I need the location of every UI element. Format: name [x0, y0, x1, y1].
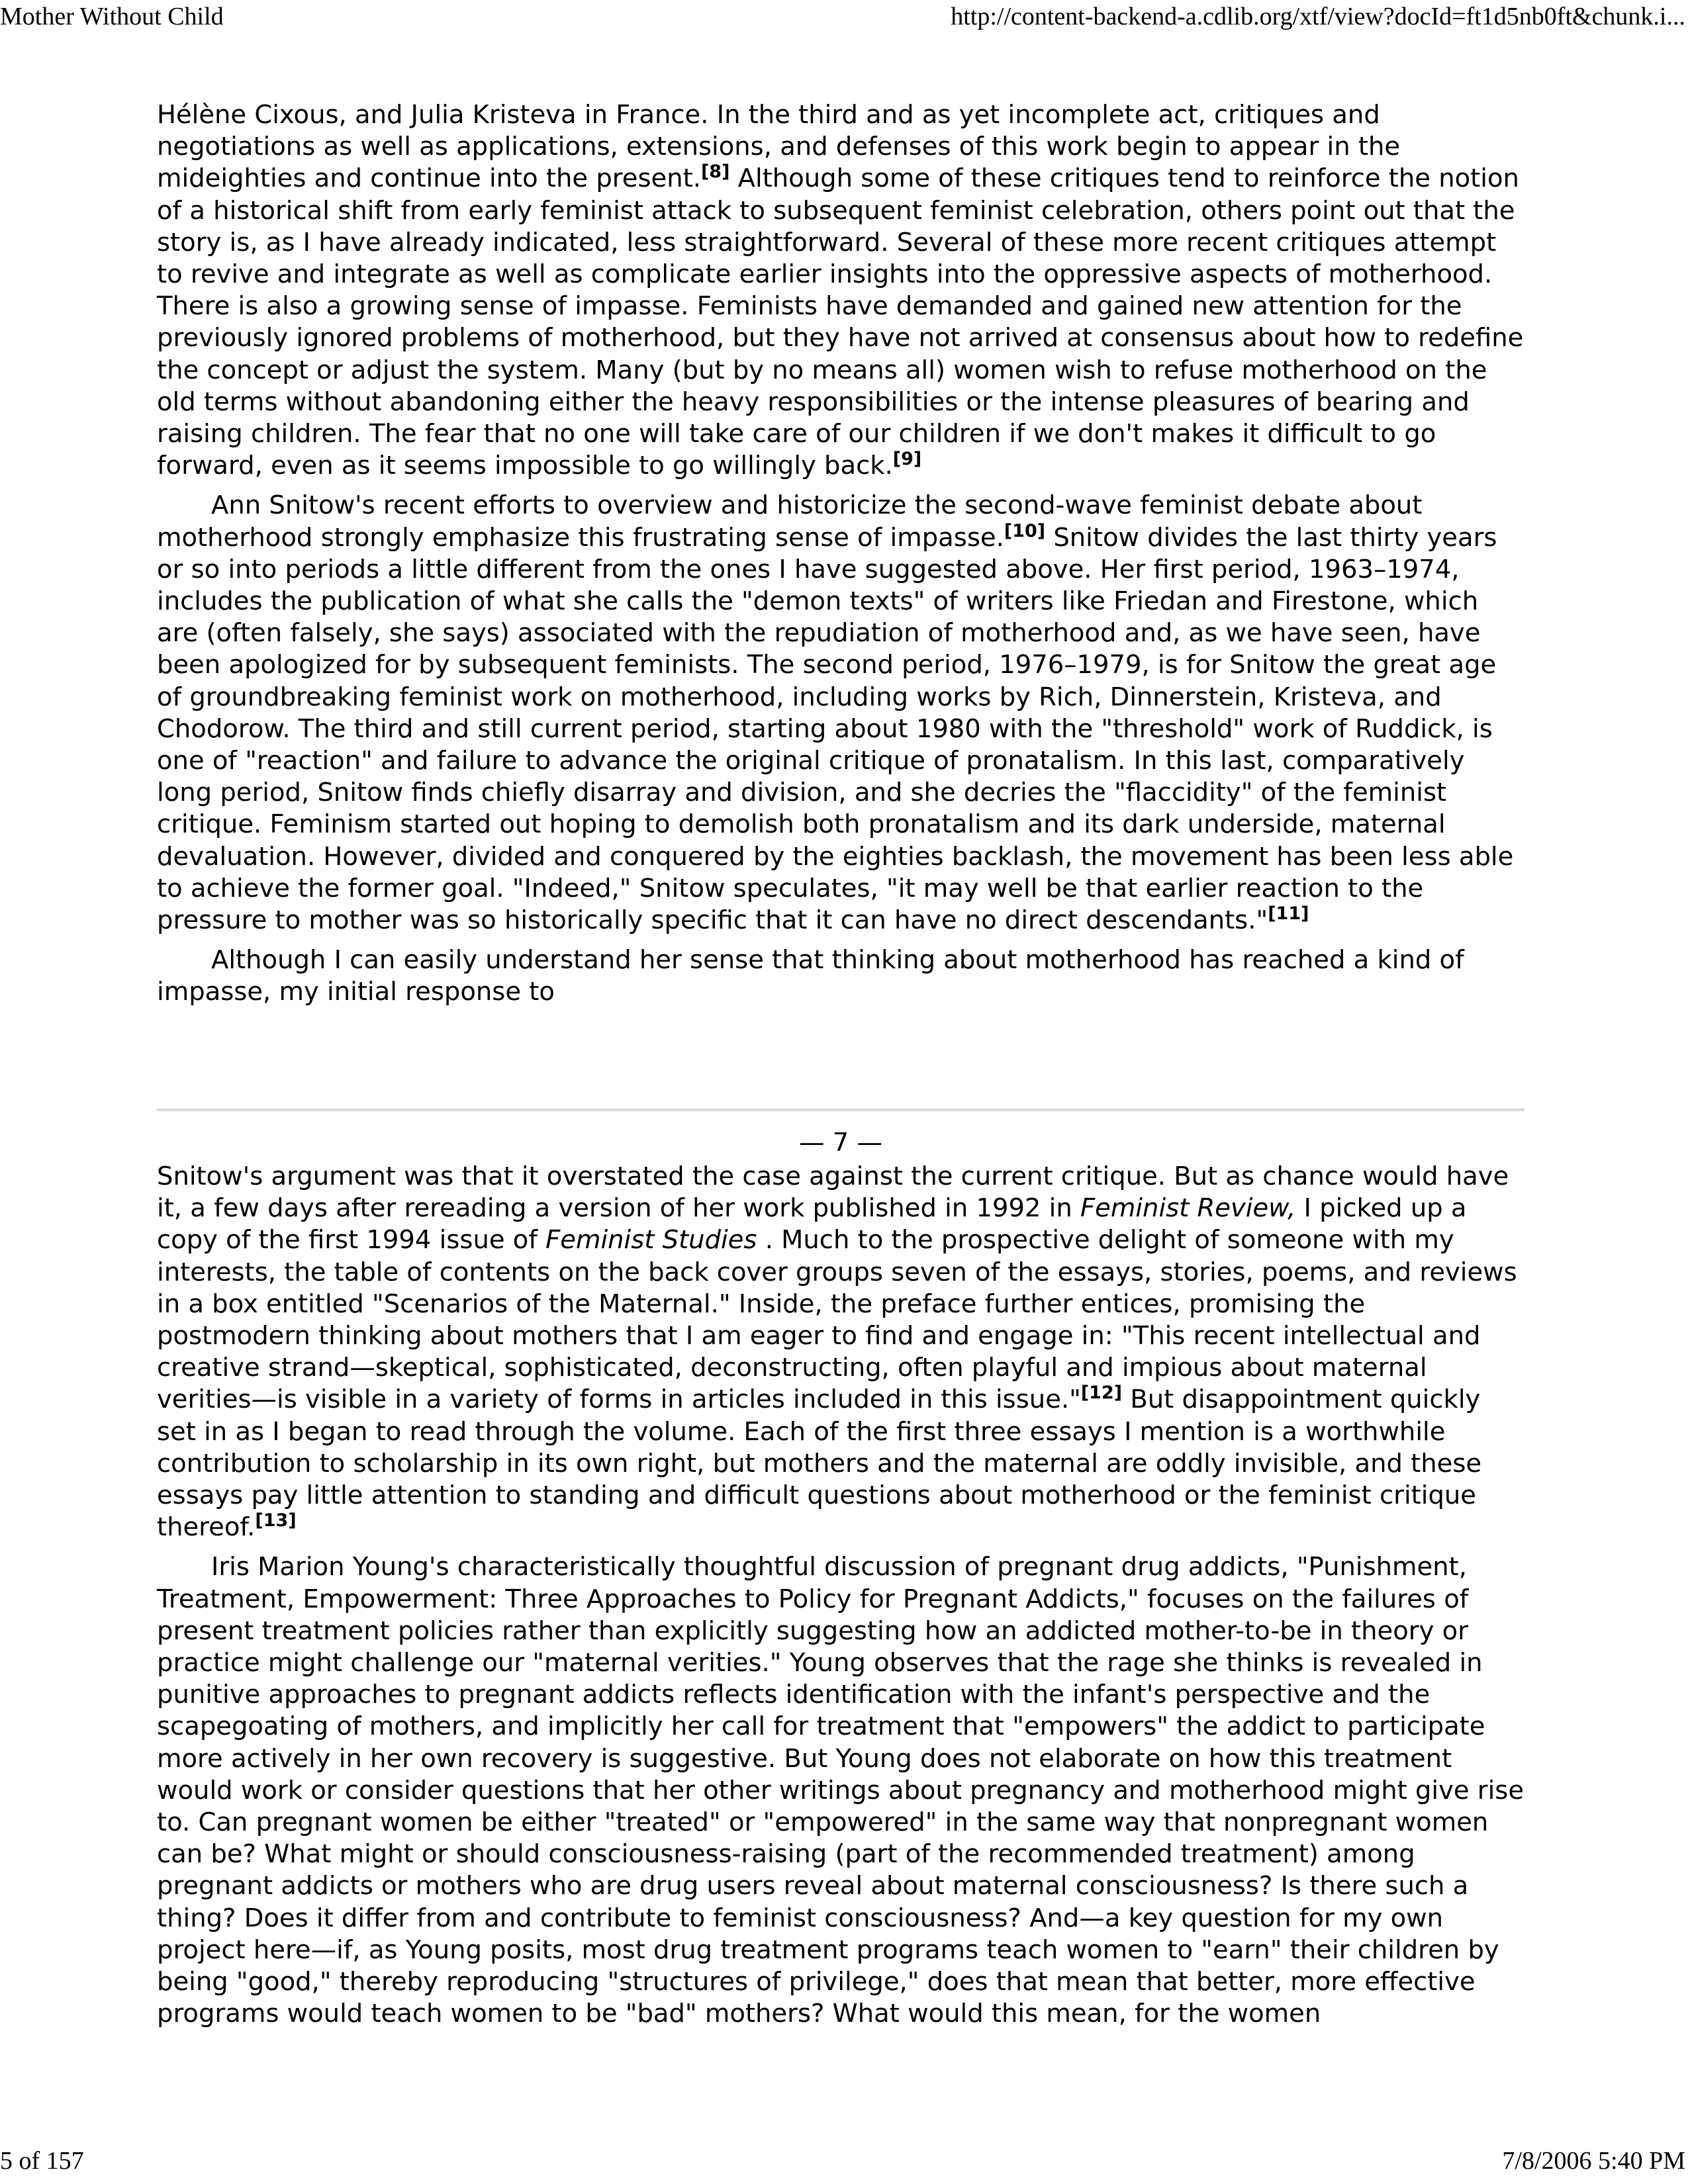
footnote-link[interactable]: [9]	[892, 449, 922, 470]
page-marker: — 7 —	[799, 1128, 882, 1158]
browser-print-title: Mother Without Child	[0, 3, 224, 30]
footnote-link[interactable]: [11]	[1268, 903, 1309, 925]
journal-title: Feminist Studies	[545, 1225, 757, 1255]
browser-print-url: http://content-backend-a.cdlib.org/xtf/view?docId=ft1d5nb0ft&chunk.i...	[951, 3, 1685, 30]
paragraph: Iris Marion Young's characteristically thoughtful discussion of pregnant drug addicts, "Punishment, Treatment, Empowerment: Three Approaches to Policy for Pregnant Addicts," focuses on the failures of present treatment policies rather than explicitly suggesting how an addicted mother-to-be in theory or practice might challenge our "maternal verities." Young observes that the rage she thinks is revealed in punitive approaches to pregnant addicts reflects identification with the infant's perspective and the scapegoating of mothers, and implicitly her call for treatment that "empowers" the addict to participate more actively in her own recovery is suggestive. But Young does not elaborate on how this treatment would work or consider questions that her other writings about pregnancy and motherhood might give rise to. Can pregnant women be either "treated" or "empowered" in the same way that nonpregnant women can be? What might or should consciousness-raising (part of the recommended treatment) among pregnant addicts or mothers who are drug users reveal about maternal consciousness? Is there such a thing? Does it differ from and contribute to feminist consciousness? And—a key question for my own project here—if, as Young posits, most drug treatment programs teach women to "earn" their children by being "good," thereby reproducing "structures of privilege," does that mean that better, more effective programs would teach women to be "bad" mothers? What would this mean, for the women	[157, 1552, 1524, 2029]
footnote-link[interactable]: [8]	[700, 161, 730, 183]
page-divider	[157, 1109, 1524, 1112]
footnote-link[interactable]: [12]	[1080, 1383, 1123, 1404]
print-datetime: 7/8/2006 5:40 PM	[1502, 2147, 1685, 2175]
paragraph: Ann Snitow's recent efforts to overview and historicize the second-wave feminist debate about motherhood strongly emphasize this frustrating sense of impasse.[10] Snitow divides the last thirty years or so into periods a little different from the ones I have suggested above. Her first period, 1963–1974, includes the publication of what she calls the "demon texts" of writers like Friedan and Firestone, which are (often falsely, she says) associated with the repudiation of motherhood and, as we have seen, have been apologized for by subsequent feminists. The second period, 1976–1979, is for Snitow the great age of groundbreaking feminist work on motherhood, including works by Rich, Dinnerstein, Kristeva, and Chodorow. The third and still current period, starting about 1980 with the "threshold" work of Ruddick, is one of "reaction" and failure to advance the original critique of pronatalism. In this last, comparatively long period, Snitow finds chiefly disarray and division, and she decries the "flaccidity" of the feminist critique. Feminism started out hoping to demolish both pronatalism and its dark underside, maternal devaluation. However, divided and conquered by the eighties backlash, the movement has been less able to achieve the former goal. "Indeed," Snitow speculates, "it may well be that earlier reaction to the pressure to mother was so historically specific that it can have no direct descendants."[11]	[157, 490, 1514, 936]
print-page-count: 5 of 157	[0, 2147, 84, 2175]
footnote-link[interactable]: [10]	[1004, 520, 1046, 541]
text-block-lower	[157, 1161, 1524, 2030]
journal-title: Feminist Review,	[1080, 1193, 1296, 1224]
paragraph: Snitow's argument was that it overstated the case against the current critique. But as chance would have it, a few days after rereading a version of her work published in 1992 in Feminist Review, I picked up a copy of the first 1994 issue of Feminist Studies . Much to the prospective delight of someone with my interests, the table of contents on the back cover groups seven of the essays, stories, poems, and reviews in a box entitled "Scenarios of the Maternal." Inside, the preface further entices, promising the postmodern thinking about mothers that I am eager to find and engage in: "This recent intellectual and creative strand—skeptical, sophisticated, deconstructing, often playful and impious about maternal verities—is visible in a variety of forms in articles included in this issue."[12] But disappointment quickly set in as I began to read through the volume. Each of the first three essays I mention is a worthwhile contribution to scholarship in its own right, but mothers and the maternal are oddly invisible, and these essays pay little attention to standing and difficult questions about motherhood or the feminist critique thereof.[13]	[157, 1161, 1517, 1543]
paragraph: Although I can easily understand her sense that thinking about motherhood has reached a kind of impasse, my initial response to	[157, 945, 1464, 1007]
footnote-link[interactable]: [13]	[255, 1510, 297, 1531]
paragraph: Hélène Cixous, and Julia Kristeva in France. In the third and as yet incomplete act, critiques and negotiations as well as applications, extensions, and defenses of this work begin to appear in the mideighties and continue into the present.[8] Although some of these critiques tend to reinforce the notion of a historical shift from early feminist attack to subsequent feminist celebration, others point out that the story is, as I have already indicated, less straightforward. Several of these more recent critiques attempt to revive and integrate as well as complicate earlier insights into the oppressive aspects of motherhood. There is also a growing sense of impasse. Feminists have demanded and gained new attention for the previously ignored problems of motherhood, but they have not arrived at consensus about how to redefine the concept or adjust the system. Many (but by no means all) women wish to refuse motherhood on the old terms without abandoning either the heavy responsibilities or the intense pleasures of bearing and raising children. The fear that no one will take care of our children if we don't makes it difficult to go forward, even as it seems impossible to go willingly back.[9]	[157, 100, 1524, 481]
text-block-upper	[157, 99, 1524, 1009]
